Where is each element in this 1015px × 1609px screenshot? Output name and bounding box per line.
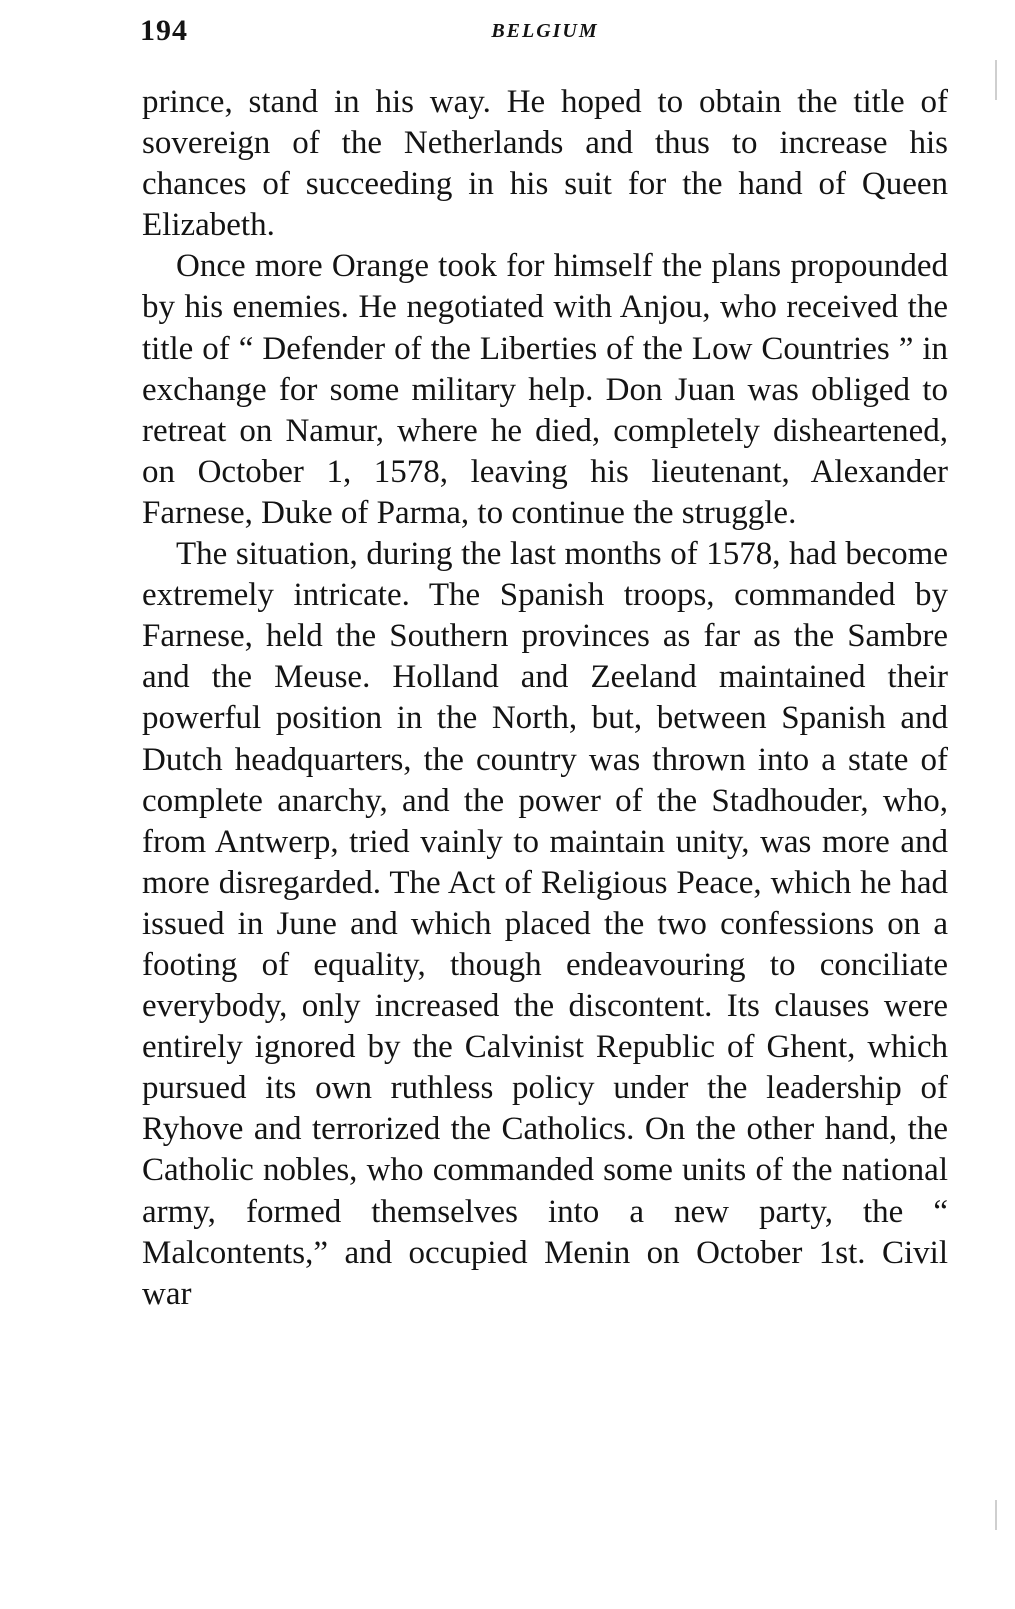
page-header	[140, 14, 950, 54]
scan-edge-mark	[995, 1500, 997, 1530]
paragraph-orange-anjou: Once more Orange took for himself the plans propounded by his enemies. He negotiated with Anjou, who received the title of “ Defender of the Liberties of the Low Countries ” in exchange for some military help. Don Juan was obliged to retreat on Namur, where he died, completely disheartened, on October 1, 1578, leaving his lieutenant, Alexander Farnese, Duke of Parma, to continue the struggle.	[142, 248, 948, 531]
paragraph-continuation: prince, stand in his way. He hoped to obtain the title of sovereign of the Netherlands and thus to increase his chances of succeeding in his suit for the hand of Queen Elizabeth.	[142, 84, 948, 244]
running-head: BELGIUM	[491, 20, 599, 42]
body-text	[142, 82, 948, 1315]
page-number: 194	[140, 14, 188, 47]
paragraph-situation-1578: The situation, during the last months of 1578, had become extremely intricate. The Spanish troops, commanded by Farnese, held the Southern provinces as far as the Sambre and the Meuse. Holland and Zeeland maintained their powerful position in the North, but, between Spanish and Dutch headquarters, the country was thrown into a state of complete anarchy, and the power of the Stadhouder, who, from Antwerp, tried vainly to maintain unity, was more and more disregarded. The Act of Religious Peace, which he had issued in June and which placed the two confessions on a footing of equality, though endeavouring to conciliate everybody, only increased the discontent. Its clauses were entirely ignored by the Calvinist Republic of Ghent, which pursued its own ruthless policy under the leadership of Ryhove and terrorized the Catholics. On the other hand, the Catholic nobles, who commanded some units of the national army, formed themselves into a new party, the “ Malcontents,” and occupied Menin on October 1st. Civil war	[142, 536, 948, 1312]
scan-edge-mark	[995, 60, 997, 100]
